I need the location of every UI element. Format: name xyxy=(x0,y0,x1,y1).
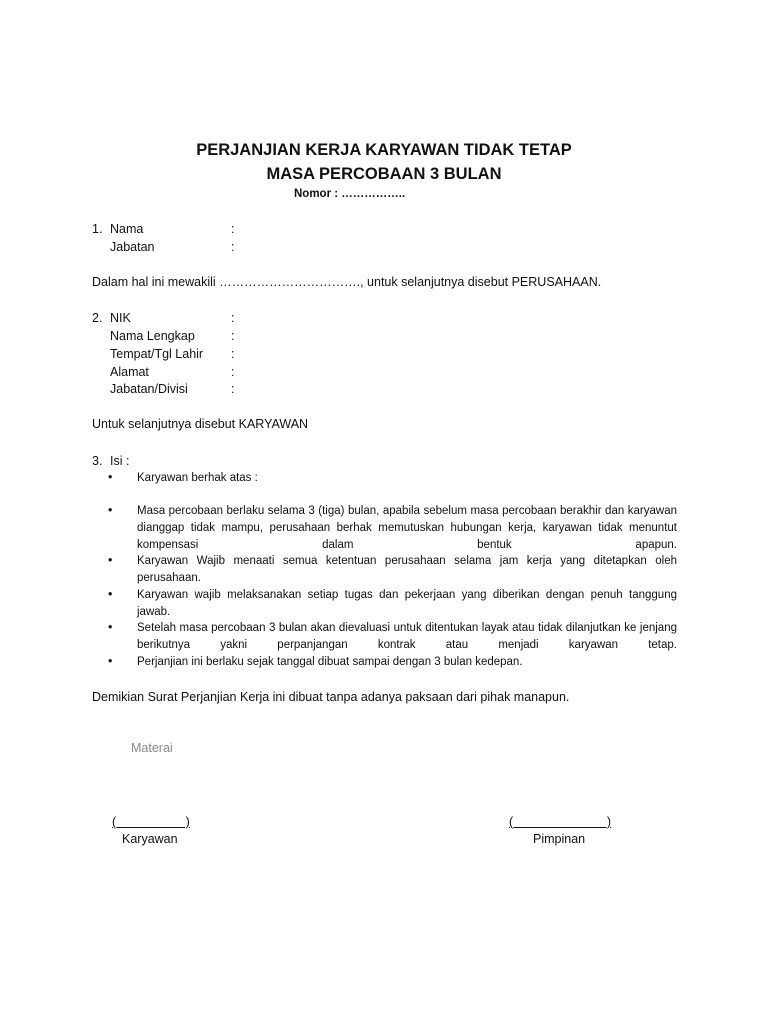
field-label: Jabatan xyxy=(110,240,155,254)
bullet-icon: • xyxy=(108,654,113,668)
document-number: Nomor : …………….. xyxy=(294,188,406,200)
closing-statement: Demikian Surat Perjanjian Kerja ini dibuat tanpa adanya paksaan dari pihak manapun. xyxy=(92,690,570,704)
field-label: NIK xyxy=(110,311,131,325)
bullet-icon: • xyxy=(108,620,113,634)
section-number: 3. xyxy=(92,454,103,468)
bullet-icon: • xyxy=(108,553,113,567)
bullet-icon: • xyxy=(108,470,113,484)
signature-line-leader: ( ) xyxy=(509,815,612,829)
field-colon: : xyxy=(231,329,235,343)
field-label: Tempat/Tgl Lahir xyxy=(110,347,204,361)
representation-text: Dalam hal ini mewakili ……………………………., untuk selanjutnya disebut PERUSAHAAN. xyxy=(92,275,602,289)
field-label: Nama Lengkap xyxy=(110,329,195,343)
list-item: Karyawan berhak atas : xyxy=(137,472,258,484)
field-label: Nama xyxy=(110,222,144,236)
bullet-icon: • xyxy=(108,587,113,601)
signature-label-leader: Pimpinan xyxy=(533,832,586,846)
document-title: PERJANJIAN KERJA KARYAWAN TIDAK TETAP xyxy=(196,141,572,159)
field-label: Alamat xyxy=(110,365,149,379)
field-colon: : xyxy=(231,347,235,361)
list-item: Karyawan Wajib menaati semua ketentuan perusahaan selama jam kerja yang ditetapkan oleh perusahaan. xyxy=(137,555,677,584)
document-subtitle: MASA PERCOBAAN 3 BULAN xyxy=(266,165,502,183)
list-item: Setelah masa percobaan 3 bulan akan dievaluasi untuk ditentukan layak atau tidak dilanjutkan ke jenjang berikutnya yakni perpanjangan kontrak atau menjadi karyawan tetap. xyxy=(137,622,677,651)
field-colon: : xyxy=(231,365,235,379)
stamp-placeholder: Materai xyxy=(131,741,173,755)
employee-reference: Untuk selanjutnya disebut KARYAWAN xyxy=(92,417,309,431)
signature-label-employee: Karyawan xyxy=(122,832,178,846)
section-number: 2. xyxy=(92,311,103,325)
list-item: Karyawan wajib melaksanakan setiap tugas dan pekerjaan yang diberikan dengan penuh tanggung jawab. xyxy=(137,589,677,618)
list-item: Perjanjian ini berlaku sejak tanggal dibuat sampai dengan 3 bulan kedepan. xyxy=(137,656,523,668)
list-item: Masa percobaan berlaku selama 3 (tiga) bulan, apabila sebelum masa percobaan berakhir dan karyawan dianggap tidak mampu, perusahaan berhak memutuskan hubungan kerja, karyawan tidak menuntut kompensasi dalam bentuk apapun. xyxy=(137,505,677,551)
signature-line-employee: ( ) xyxy=(112,815,190,829)
section-number: 1. xyxy=(92,222,103,236)
field-colon: : xyxy=(231,240,235,254)
field-colon: : xyxy=(231,382,235,396)
field-colon: : xyxy=(231,222,235,236)
bullet-icon: • xyxy=(108,503,113,517)
field-colon: : xyxy=(231,311,235,325)
section-label: Isi : xyxy=(110,454,130,468)
field-label: Jabatan/Divisi xyxy=(110,382,188,396)
